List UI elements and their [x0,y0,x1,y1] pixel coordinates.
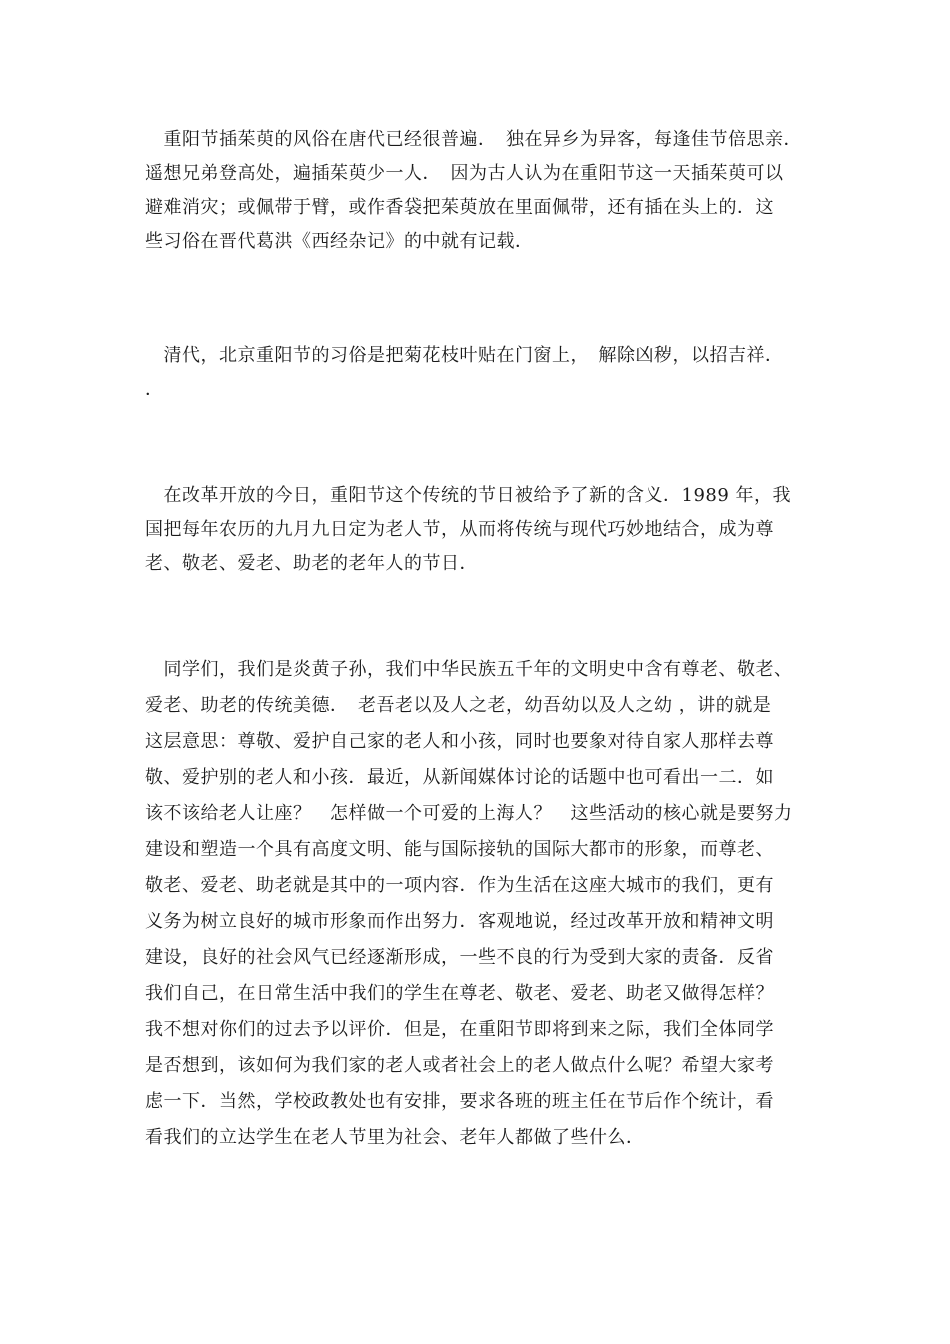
text-line: 是否想到，该如何为我们家的老人或者社会上的老人做点什么呢？希望大家考 [145,1055,774,1076]
text-line: 我不想对你们的过去予以评价．但是，在重阳节即将到来之际，我们全体同学 [145,1019,774,1040]
text-line: 敬、爱护别的老人和小孩．最近，从新闻媒体讨论的话题中也可看出一二．如 [145,767,774,788]
text-line: ． [145,379,164,400]
text-line: 虑一下．当然，学校政教处也有安排，要求各班的班主任在节后作个统计，看 [145,1091,774,1112]
text-line: 重阳节插茱萸的风俗在唐代已经很普遍． 独在异乡为异客，每逢佳节倍思亲． [145,129,802,150]
text-line: 在改革开放的今日，重阳节这个传统的节日被给予了新的含义．1989 年，我 [145,485,792,506]
text-line: 看我们的立达学生在老人节里为社会、老年人都做了些什么． [145,1127,645,1148]
text-line: 建设，良好的社会风气已经逐渐形成，一些不良的行为受到大家的责备．反省 [145,947,774,968]
text-line: 敬老、爱老、助老就是其中的一项内容．作为生活在这座大城市的我们，更有 [145,875,774,896]
text-line: 这层意思：尊敬、爱护自己家的老人和小孩，同时也要象对待自家人那样去尊 [145,731,774,752]
text-line: 清代，北京重阳节的习俗是把菊花枝叶贴在门窗上， 解除凶秽，以招吉祥． [145,345,784,366]
text-line: 老、敬老、爱老、助老的老年人的节日． [145,553,478,574]
text-line: 同学们，我们是炎黄子孙，我们中华民族五千年的文明史中含有尊老、敬老、 [145,659,793,680]
text-line: 遥想兄弟登高处，遍插茱萸少一人． 因为古人认为在重阳节这一天插茱萸可以 [145,163,784,184]
text-line: 我们自己，在日常生活中我们的学生在尊老、敬老、爱老、助老又做得怎样？ [145,983,774,1004]
text-line: 避难消灾；或佩带于臂，或作香袋把茱萸放在里面佩带，还有插在头上的．这 [145,197,774,218]
text-line: 爱老、助老的传统美德． 老吾老以及人之老，幼吾幼以及人之幼 ，讲的就是 [145,695,772,716]
text-line: 该不该给老人让座？ 怎样做一个可爱的上海人？ 这些活动的核心就是要努力 [145,803,793,824]
text-line: 国把每年农历的九月九日定为老人节，从而将传统与现代巧妙地结合，成为尊 [145,519,774,540]
text-line: 义务为树立良好的城市形象而作出努力．客观地说，经过改革开放和精神文明 [145,911,774,932]
text-line: 些习俗在晋代葛洪《西经杂记》的中就有记载． [145,231,534,252]
text-line: 建设和塑造一个具有高度文明、能与国际接轨的国际大都市的形象，而尊老、 [145,839,774,860]
